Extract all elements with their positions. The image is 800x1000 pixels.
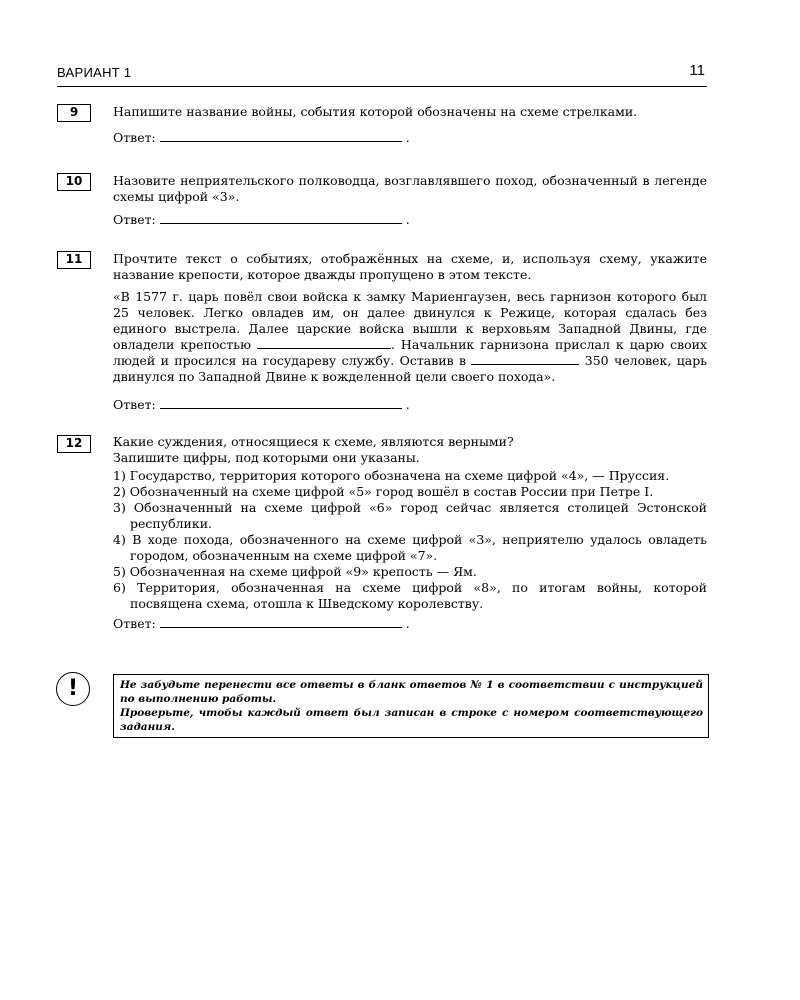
transfer-answers-note [113, 674, 709, 738]
task-10-question [113, 173, 707, 205]
task-number-12: 12 [57, 435, 91, 453]
task-number-9: 9 [57, 104, 91, 122]
option-4: 4) В ходе похода, обозначенного на схеме цифрой «3», неприятелю удалось овладеть городом, обозначенным на схеме цифрой «7». [113, 532, 707, 563]
note-line-2: Проверьте, чтобы каждый ответ был записан в строке с номером соответствующего задания. [120, 707, 703, 733]
option-5: 5) Обозначенная на схеме цифрой «9» крепость — Ям. [113, 564, 477, 579]
task-11-text: Прочтите текст о событиях, отображённых на схеме, и, используя схему, укажите название крепости, которое дважды пропущено в этом тексте. [113, 251, 707, 282]
task-12-text-1: Какие суждения, относящиеся к схеме, являются верными? [113, 434, 514, 449]
task-11-answer [113, 397, 410, 413]
task-11-answer-line[interactable] [160, 397, 402, 409]
quote-part-1: «В 1577 г. царь повёл свои войска к замку Мариенгаузен, весь гарнизон которого был 25 человек. Легко овладев им, он далее двинулся к Режице, которая сдалась без единого выстрела. Далее царские войска вышли к верховьям Западной Двины, где овладели крепостью [113, 289, 707, 352]
answer-end-dot: . [405, 616, 410, 631]
task-12-answer [113, 616, 410, 632]
page-header [57, 62, 707, 87]
answer-end-dot: . [405, 212, 410, 227]
task-12-answer-line[interactable] [160, 616, 402, 628]
answer-end-dot: . [405, 130, 410, 145]
task-12-text-2: Запишите цифры, под которыми они указаны. [113, 450, 420, 465]
task-number-11: 11 [57, 251, 91, 269]
task-11-question [113, 251, 707, 385]
task-10-text: Назовите неприятельского полководца, возглавлявшего поход, обозначенный в легенде схемы цифрой «3». [113, 173, 707, 204]
task-9-answer [113, 130, 410, 146]
answer-label: Ответ: [113, 212, 156, 227]
task-10-answer [113, 212, 410, 228]
task-12-options [113, 468, 707, 612]
task-12-question [113, 434, 707, 612]
task-number-10: 10 [57, 173, 91, 191]
option-3: 3) Обозначенный на схеме цифрой «6» город сейчас является столицей Эстонской республики. [113, 500, 707, 531]
task-10-answer-line[interactable] [160, 212, 402, 224]
task-11-quote [113, 289, 707, 385]
fortress-blank-1 [257, 337, 391, 349]
answer-label: Ответ: [113, 130, 156, 145]
task-9-text: Напишите название войны, события которой обозначены на схеме стрелками. [113, 104, 638, 119]
option-2: 2) Обозначенный на схеме цифрой «5» город вошёл в состав России при Петре I. [113, 484, 654, 499]
note-line-1: Не забудьте перенести все ответы в бланк ответов № 1 в соответствии с инструкцией по выполнению работы. [120, 679, 703, 705]
exclamation-icon: ! [56, 672, 90, 706]
quote-part-3: 350 человек, царь двинулся по Западной Двине к вожделенной цели своего похода». [113, 353, 707, 384]
option-6: 6) Территория, обозначенная на схеме цифрой «8», по итогам войны, которой посвящена схема, отошла к Шведскому королевству. [113, 580, 707, 611]
task-9-answer-line[interactable] [160, 130, 402, 142]
quote-part-2: . Начальник гарнизона прислал к царю своих людей и просился на государеву службу. Оставив в [113, 337, 708, 368]
answer-label: Ответ: [113, 397, 156, 412]
option-1: 1) Государство, территория которого обозначена на схеме цифрой «4», — Пруссия. [113, 468, 670, 483]
task-9-question [113, 104, 707, 120]
page-number: 11 [689, 62, 705, 79]
fortress-blank-2 [471, 353, 579, 365]
answer-label: Ответ: [113, 616, 156, 631]
variant-label: ВАРИАНТ 1 [57, 65, 132, 80]
answer-end-dot: . [405, 397, 410, 412]
